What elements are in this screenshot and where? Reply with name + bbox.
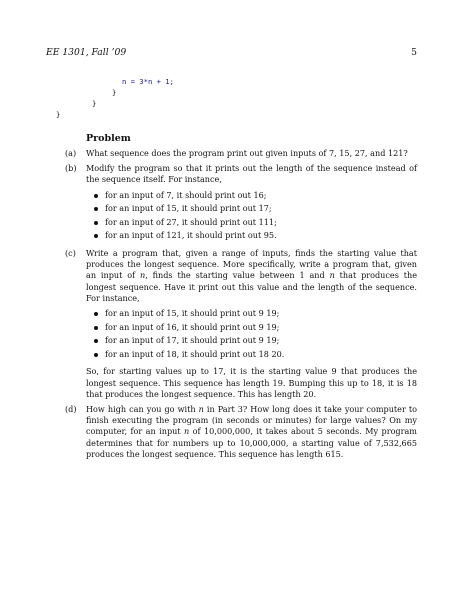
item-label: (a) xyxy=(65,148,77,158)
code-line-4: } xyxy=(56,110,61,119)
code-snippet xyxy=(46,76,174,120)
code-line-3: } xyxy=(92,99,97,108)
item-text: What sequence does the program print out given inputs of 7, 15, 27, and 121? xyxy=(86,148,408,158)
math-variable: n xyxy=(198,403,204,414)
bullet-icon xyxy=(94,312,98,316)
list-item: for an input of 18, it should print out 18 20. xyxy=(94,348,417,362)
bullet-icon xyxy=(94,326,98,330)
problem-heading: Problem xyxy=(86,133,131,144)
item-text: How high can you go with n in Part 3? How long does it take your computer to finish executing the program (in seconds or minutes) for large values? On my computer, for an input n of 10,000,000, it takes about 5 seconds. My program determines that for numbers up to 10,000,000, a starting value of 7,532,665 produces the longest sequence. This sequence has length 615. xyxy=(86,403,417,459)
list-item: for an input of 121, it should print out 95. xyxy=(94,229,417,243)
bullet-icon xyxy=(94,194,98,198)
list-item: for an input of 15, it should print out 9 19; xyxy=(94,307,417,321)
math-variable: n xyxy=(139,270,146,281)
problem-item-a xyxy=(46,148,417,159)
bullet-icon xyxy=(94,353,98,357)
bullet-icon xyxy=(94,207,98,211)
code-line-2: } xyxy=(112,88,117,97)
problem-item-c xyxy=(46,248,417,400)
item-label: (d) xyxy=(65,403,77,414)
bullet-icon xyxy=(94,221,98,225)
header-title: EE 1301, Fall ’09 xyxy=(46,47,127,58)
bullet-icon xyxy=(94,339,98,343)
list-item: for an input of 15, it should print out 17; xyxy=(94,202,417,216)
list-item: for an input of 16, it should print out 9 19; xyxy=(94,321,417,335)
item-label: (b) xyxy=(65,163,77,174)
problem-content xyxy=(46,148,417,460)
list-item: for an input of 17, it should print out 9 19; xyxy=(94,334,417,348)
problem-item-b xyxy=(46,163,417,243)
bullet-list xyxy=(86,189,417,243)
item-label: (c) xyxy=(65,247,76,258)
problem-item-d xyxy=(46,404,417,460)
math-variable: n xyxy=(329,270,335,281)
code-line-1: n = 3*n + 1; xyxy=(122,77,174,86)
item-text: Modify the program so that it prints out the length of the sequence instead of the sequence itself. For instance, xyxy=(86,163,417,185)
bullet-list xyxy=(86,307,417,361)
bullet-icon xyxy=(94,234,98,238)
page-header xyxy=(46,47,417,63)
page-number: 5 xyxy=(411,47,417,58)
math-variable: n xyxy=(184,426,190,437)
item-text-after: So, for starting values up to 17, it is the starting value 9 that produces the longest sequence. This sequence has length 19. Bumping this up to 18, it is 18 that produces the longest sequence. This has length 20. xyxy=(86,366,417,399)
list-item: for an input of 7, it should print out 16; xyxy=(94,189,417,203)
list-item: for an input of 27, it should print out 111; xyxy=(94,216,417,230)
item-text: Write a program that, given a range of inputs, finds the starting value that produces the longest sequence. More specifically, write a program that, given an input of n, finds the starting value between 1 and n that produces the longest sequence. Have it print out this value and the length of the sequence. For instance, xyxy=(86,247,418,303)
